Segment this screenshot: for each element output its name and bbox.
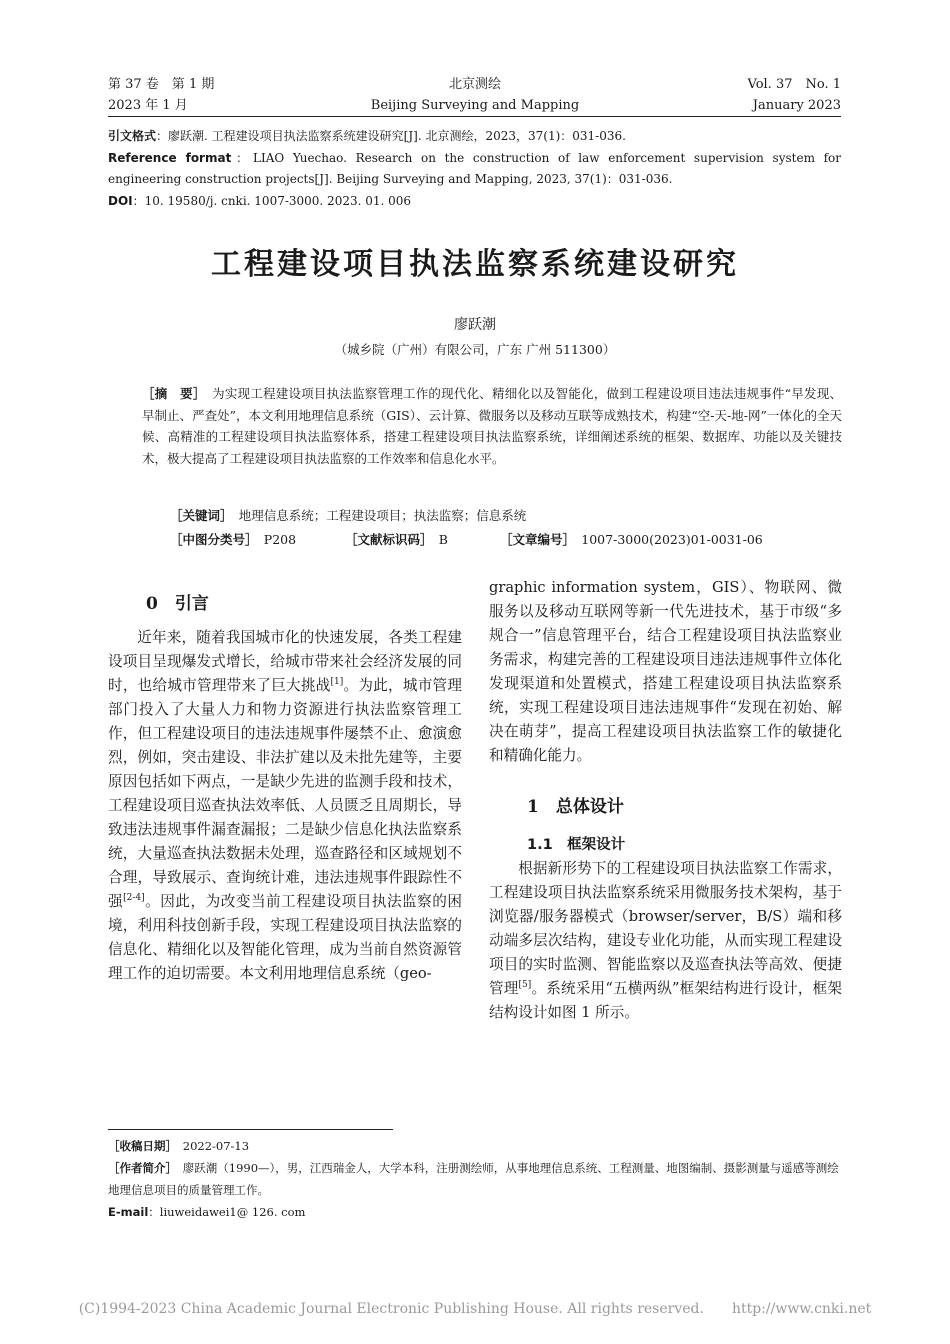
header-volume-issue-en: Vol. 37 No. 1 <box>747 77 841 92</box>
keywords-row <box>170 506 526 526</box>
intro-paragraph <box>108 626 462 986</box>
citation-cn <box>108 126 841 148</box>
section-1-heading: 1 总体设计 <box>527 797 624 817</box>
section-1-1-body <box>489 857 842 1025</box>
clc-value: P208 <box>263 532 297 547</box>
ref-2-4: [2-4] <box>123 893 145 904</box>
header-date: 2023 年 1 月 <box>108 98 188 113</box>
abstract-body: 为实现工程建设项目执法监察管理工作的现代化、精细化以及智能化，做到工程建设项目违法违规事件“早发现、早制止、严查处”，本文利用地理信息系统（GIS）、云计算、微服务以及移动互联等成熟技术，构建“空-天-地-网”一体化的全天候、高精准的工程建设项目执法监察体系，搭建工程建设项目执法监察系统，详细阐述系统的框架、数据库、功能以及关键技术，极大提高了工程建设项目执法监察的工作效率和信息化水平。 <box>142 386 842 466</box>
author-email <box>108 1201 841 1223</box>
left-column-body <box>108 626 462 986</box>
ref-1: [1] <box>330 677 344 688</box>
citation-en-label: Reference format <box>108 150 232 165</box>
intro-continuation: graphic information system，GIS）、物联网、微服务以及移动互联网等新一代先进技术，基于市级“多规合一”信息管理平台，结合工程建设项目执法监察业务需求，构建完善的工程建设项目违法违规事件立体化发现渠道和处置模式，搭建工程建设项目执法监察系统，实现工程建设项目违法违规事件“发现在初始、解决在萌芽”，提高工程建设项目执法监察工作的敏捷化和精确化能力。 <box>489 579 842 764</box>
section-0-heading: 0 引言 <box>146 594 209 614</box>
header-date-en: January 2023 <box>752 98 841 113</box>
doc-code-value: B <box>438 532 448 547</box>
intro-text-b: 。为此，城市管理部门投入了大量人力和物力资源进行执法监察管理工作，但工程建设项目的违法违规事件屡禁不止、愈演愈烈，例如，突击建设、非法扩建以及未批先建等，主要原因包括如下两点，一是缺少先进的监测手段和技术，工程建设项目巡查执法效率低、人员匮乏且周期长，导致违法违规事件漏查漏报；二是缺少信息化执法监察系统，大量巡查执法数据未处理，巡查路径和区域规划不合理，导致展示、查询统计难，违法违规事件跟踪性不强 <box>108 677 462 910</box>
doi-text: ：10. 19580/j. cnki. 1007-3000. 2023. 01. 006 <box>132 193 412 208</box>
email-value: ：liuweidawei1@ 126. com <box>148 1205 306 1219</box>
citation-en-text: ：LIAO Yuechao. Research on the construction of law enforcement supervision system for engineering construction projects[J]. Beijing Surveying and Mapping, 2023, 37(1)：031-036. <box>108 150 841 186</box>
copyright-notice: (C)1994-2023 China Academic Journal Electronic Publishing House. All rights reserved. <box>78 1301 704 1317</box>
cnki-watermark <box>0 1298 950 1318</box>
framework-text-b: 。系统采用“五横两纵”框架结构进行设计，框架结构设计如图 1 所示。 <box>489 980 842 1021</box>
bio-text: 廖跃潮（1990—），男，江西瑞金人，大学本科，注册测绘师，从事地理信息系统、工程测量、地图编制、摄影测量与遥感等测绘地理信息项目的质量管理工作。 <box>108 1161 839 1197</box>
intro-text-a: 近年来，随着我国城市化的快速发展，各类工程建设项目呈现爆发式增长，给城市带来社会经济发展的同时，也给城市管理带来了巨大挑战 <box>108 629 462 694</box>
doc-code-row <box>345 530 448 550</box>
author-bio <box>108 1157 841 1201</box>
header-divider <box>108 116 841 117</box>
footnote-divider <box>108 1129 393 1130</box>
doi <box>108 191 841 213</box>
article-no-row <box>500 530 763 550</box>
article-affiliation: （城乡院（广州）有限公司，广东 广州 511300） <box>334 342 616 357</box>
citation-cn-text: ：廖跃潮. 工程建设项目执法监察系统建设研究[J]. 北京测绘，2023，37(1)：031-036. <box>156 129 626 143</box>
abstract-block <box>142 383 842 469</box>
framework-paragraph <box>489 857 842 1025</box>
article-title: 工程建设项目执法监察系统建设研究 <box>211 247 739 282</box>
doi-label: DOI <box>108 193 133 208</box>
classification-row <box>170 530 296 550</box>
article-author: 廖跃潮 <box>454 317 496 333</box>
header-journal-name-en: Beijing Surveying and Mapping <box>370 98 580 113</box>
footnote-block <box>108 1135 841 1223</box>
doc-code-label: ［文献标识码］ <box>345 532 427 547</box>
clc-label: ［中图分类号］ <box>170 532 252 547</box>
abstract-label: ［摘 要］ <box>142 386 200 401</box>
abstract-text <box>142 383 842 469</box>
keywords-text: 地理信息系统；工程建设项目；执法监察；信息系统 <box>238 508 527 523</box>
email-label: E-mail <box>108 1205 149 1219</box>
received-label: ［收稿日期］ <box>108 1139 172 1153</box>
right-column-top <box>489 576 842 768</box>
citation-cn-label: 引文格式 <box>108 129 157 143</box>
framework-text-a: 根据新形势下的工程建设项目执法监察工作需求，工程建设项目执法监察系统采用微服务技术架构，基于浏览器/服务器模式（browser/server，B/S）端和移动端多层次结构，建设专业化功能，从而实现工程建设项目的实时监测、智能监察以及巡查执法等高效、便捷管理 <box>489 860 842 997</box>
header-volume-issue: 第 37 卷 第 1 期 <box>108 77 215 92</box>
ref-5: [5] <box>518 980 532 991</box>
citation-block <box>108 126 841 212</box>
intro-text-c: 。因此，为改变当前工程建设项目执法监察的困境，利用科技创新手段，实现工程建设项目执法监察的信息化、精细化以及智能化管理，成为当前自然资源管理工作的迫切需要。本文利用地理信息系统（geo- <box>108 893 462 982</box>
received-value: 2022-07-13 <box>182 1139 250 1153</box>
article-no-label: ［文章编号］ <box>500 532 569 547</box>
cnki-url: http://www.cnki.net <box>731 1301 872 1317</box>
citation-en <box>108 148 841 191</box>
section-1-1-heading: 1.1 框架设计 <box>527 837 626 853</box>
header-journal-name: 北京测绘 <box>448 77 501 92</box>
article-no-value: 1007-3000(2023)01-0031-06 <box>581 532 763 547</box>
keywords-label: ［关键词］ <box>170 508 227 523</box>
bio-label: ［作者简介］ <box>108 1161 172 1175</box>
received-date <box>108 1135 841 1157</box>
